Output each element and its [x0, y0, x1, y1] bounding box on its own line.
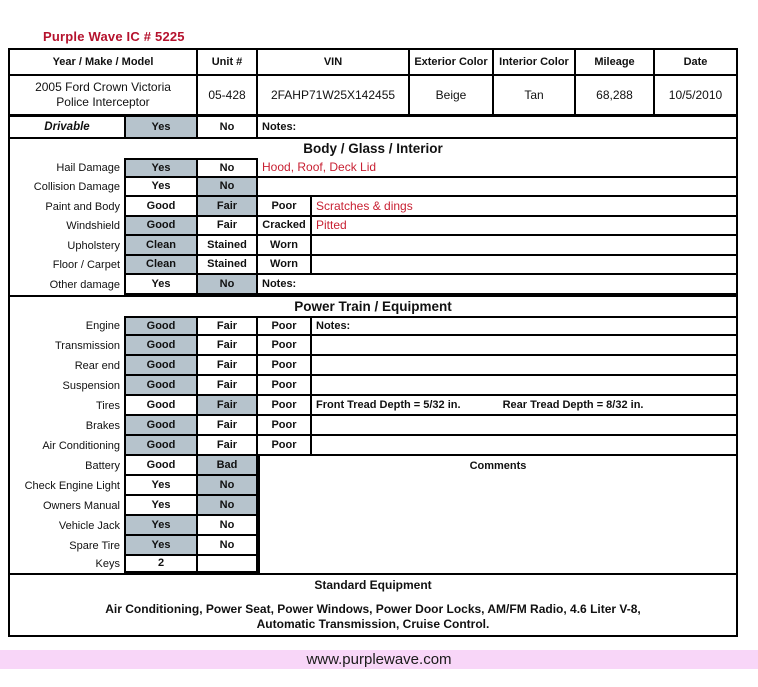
inspection-row [10, 376, 736, 396]
equipment-line1: Air Conditioning, Power Seat, Power Windows, Power Door Locks, AM/FM Radio, 4.6 Liter V-8, [105, 601, 641, 616]
option-cell[interactable]: Fair [198, 416, 258, 436]
option-cell[interactable]: Yes [124, 158, 198, 178]
note-field[interactable] [258, 178, 736, 198]
form-title: Purple Wave IC # 5225 [43, 29, 185, 44]
row-label: Transmission [55, 339, 120, 352]
interior-color-value: Tan [494, 76, 576, 114]
option-cell[interactable]: Fair [198, 356, 258, 376]
option-cell[interactable]: Poor [258, 356, 312, 376]
mileage-value: 68,288 [576, 76, 655, 114]
option-cell[interactable]: Good [124, 416, 198, 436]
option-cell[interactable]: Cracked [258, 217, 312, 237]
inspection-row [10, 236, 736, 256]
option-cell[interactable]: Poor [258, 436, 312, 456]
equipment-line2: Automatic Transmission, Cruise Control. [256, 616, 490, 631]
keys-value-cell[interactable]: 2 [124, 556, 198, 573]
rear-tread-depth: Rear Tread Depth = 8/32 in. [502, 398, 644, 411]
option-cell[interactable]: Poor [258, 376, 312, 396]
section-title-power: Power Train / Equipment [294, 298, 452, 314]
row-label: Upholstery [67, 239, 120, 252]
notes-field[interactable]: Notes: [258, 275, 736, 295]
inspection-row [10, 197, 736, 217]
row-label: Check Engine Light [24, 479, 120, 492]
option-cell[interactable]: No [198, 476, 258, 496]
standard-equipment-title: Standard Equipment [314, 577, 432, 592]
row-label: Battery [85, 459, 120, 472]
note-field[interactable] [312, 376, 736, 396]
option-cell[interactable]: Yes [124, 476, 198, 496]
option-cell[interactable]: Fair [198, 376, 258, 396]
inspection-row [10, 396, 736, 416]
row-label: Tires [95, 399, 120, 412]
option-cell[interactable]: Worn [258, 236, 312, 256]
option-cell[interactable]: Fair [198, 217, 258, 237]
note-field[interactable] [312, 236, 736, 256]
website-url[interactable]: www.purplewave.com [306, 651, 452, 668]
row-label: Spare Tire [69, 539, 120, 552]
option-cell[interactable]: Good [124, 356, 198, 376]
option-cell[interactable]: Fair [198, 396, 258, 416]
vin-value: 2FAHP71W25X142455 [258, 76, 410, 114]
option-cell[interactable]: Good [124, 316, 198, 336]
inspection-row [10, 275, 736, 295]
option-cell[interactable]: Yes [124, 496, 198, 516]
comments-title: Comments [469, 459, 527, 472]
empty-cell[interactable] [198, 556, 258, 573]
vehicle-model-value [10, 76, 198, 114]
option-cell[interactable]: No [198, 158, 258, 178]
col-header-date: Date [683, 56, 708, 68]
inspection-form [8, 48, 738, 637]
row-label: Vehicle Jack [58, 519, 120, 532]
row-label: Paint and Body [45, 200, 120, 213]
option-cell[interactable]: Good [124, 197, 198, 217]
option-cell[interactable]: Yes [124, 117, 198, 137]
vehicle-header-row [10, 50, 736, 76]
col-header-unit: Unit # [198, 50, 258, 74]
inspection-row [10, 178, 736, 198]
exterior-color-value: Beige [410, 76, 494, 114]
note-field[interactable]: Hood, Roof, Deck Lid [258, 158, 736, 178]
option-cell[interactable]: Poor [258, 416, 312, 436]
option-cell[interactable]: Fair [198, 336, 258, 356]
inspection-row [10, 256, 736, 276]
option-cell[interactable]: Yes [124, 275, 198, 295]
row-label: Collision Damage [33, 181, 120, 194]
inspection-row [10, 416, 736, 436]
row-label: Keys [95, 558, 120, 570]
option-cell[interactable]: Good [124, 376, 198, 396]
option-cell[interactable]: No [198, 275, 258, 295]
option-cell[interactable]: No [198, 496, 258, 516]
row-label: Brakes [85, 419, 120, 432]
col-header-year-make-model: Year / Make / Model [10, 50, 198, 74]
vehicle-model-line2: Police Interceptor [56, 95, 150, 109]
note-field[interactable] [312, 436, 736, 456]
body-glass-interior-section [10, 139, 736, 295]
option-cell[interactable]: Yes [124, 178, 198, 198]
vehicle-data-row [10, 76, 736, 117]
inspection-row [10, 158, 736, 178]
comments-box[interactable] [258, 456, 736, 573]
note-field[interactable] [312, 256, 736, 276]
option-cell[interactable]: Good [124, 396, 198, 416]
unit-number-value: 05-428 [198, 76, 258, 114]
option-cell[interactable]: Good [124, 456, 198, 476]
option-cell[interactable]: No [198, 178, 258, 198]
tire-tread-note[interactable] [312, 396, 736, 416]
footer-banner [0, 650, 758, 669]
standard-equipment-text [10, 602, 736, 632]
option-cell[interactable]: Good [124, 336, 198, 356]
row-label: Floor / Carpet [52, 259, 120, 272]
option-cell[interactable]: No [198, 117, 258, 137]
note-field[interactable]: Pitted [312, 217, 736, 237]
option-cell[interactable]: Good [124, 217, 198, 237]
row-label: Windshield [66, 220, 120, 233]
option-cell[interactable]: Clean [124, 236, 198, 256]
notes-field[interactable]: Notes: [262, 121, 297, 133]
option-cell[interactable]: Stained [198, 256, 258, 276]
col-header-interior-color: Interior Color [494, 50, 576, 74]
inspection-row [10, 356, 736, 376]
row-label: Engine [85, 319, 120, 332]
inspection-row [10, 217, 736, 237]
inspection-row [10, 316, 736, 336]
inspection-row [10, 436, 736, 456]
option-cell[interactable]: Stained [198, 236, 258, 256]
note-field[interactable]: Scratches & dings [312, 197, 736, 217]
notes-field[interactable]: Notes: [312, 316, 736, 336]
standard-equipment-section [10, 573, 736, 636]
front-tread-depth: Front Tread Depth = 5/32 in. [316, 398, 461, 411]
note-field[interactable] [312, 336, 736, 356]
option-cell[interactable]: Yes [124, 516, 198, 536]
checks-and-comments-region [10, 456, 736, 573]
col-header-exterior-color: Exterior Color [410, 50, 494, 74]
option-cell[interactable]: Fair [198, 436, 258, 456]
row-label: Other damage [49, 278, 120, 291]
option-cell[interactable]: No [198, 516, 258, 536]
option-cell[interactable]: Poor [258, 197, 312, 217]
col-header-vin: VIN [258, 50, 410, 74]
note-field[interactable] [312, 416, 736, 436]
option-cell[interactable]: Yes [124, 536, 198, 556]
note-field[interactable] [312, 356, 736, 376]
drivable-label: Drivable [44, 121, 90, 133]
option-cell[interactable]: Poor [258, 336, 312, 356]
power-train-equipment-section [10, 295, 736, 573]
col-header-mileage: Mileage [576, 50, 655, 74]
row-label: Rear end [74, 359, 120, 372]
row-label: Suspension [62, 379, 120, 392]
option-cell[interactable]: Poor [258, 396, 312, 416]
option-cell[interactable]: Fair [198, 197, 258, 217]
option-cell[interactable]: Clean [124, 256, 198, 276]
row-label: Owners Manual [42, 499, 120, 512]
section-title-body: Body / Glass / Interior [303, 141, 443, 156]
inspection-row [10, 336, 736, 356]
row-label: Air Conditioning [42, 439, 120, 452]
option-cell[interactable]: Worn [258, 256, 312, 276]
option-cell[interactable]: Good [124, 436, 198, 456]
option-cell[interactable]: No [198, 536, 258, 556]
option-cell[interactable]: Bad [198, 456, 258, 476]
row-label: Hail Damage [56, 161, 120, 174]
option-cell[interactable]: Fair [198, 316, 258, 336]
date-value: 10/5/2010 [668, 87, 723, 102]
option-cell[interactable]: Poor [258, 316, 312, 336]
vehicle-model-line1: 2005 Ford Crown Victoria [35, 80, 171, 94]
drivable-row [10, 117, 736, 139]
